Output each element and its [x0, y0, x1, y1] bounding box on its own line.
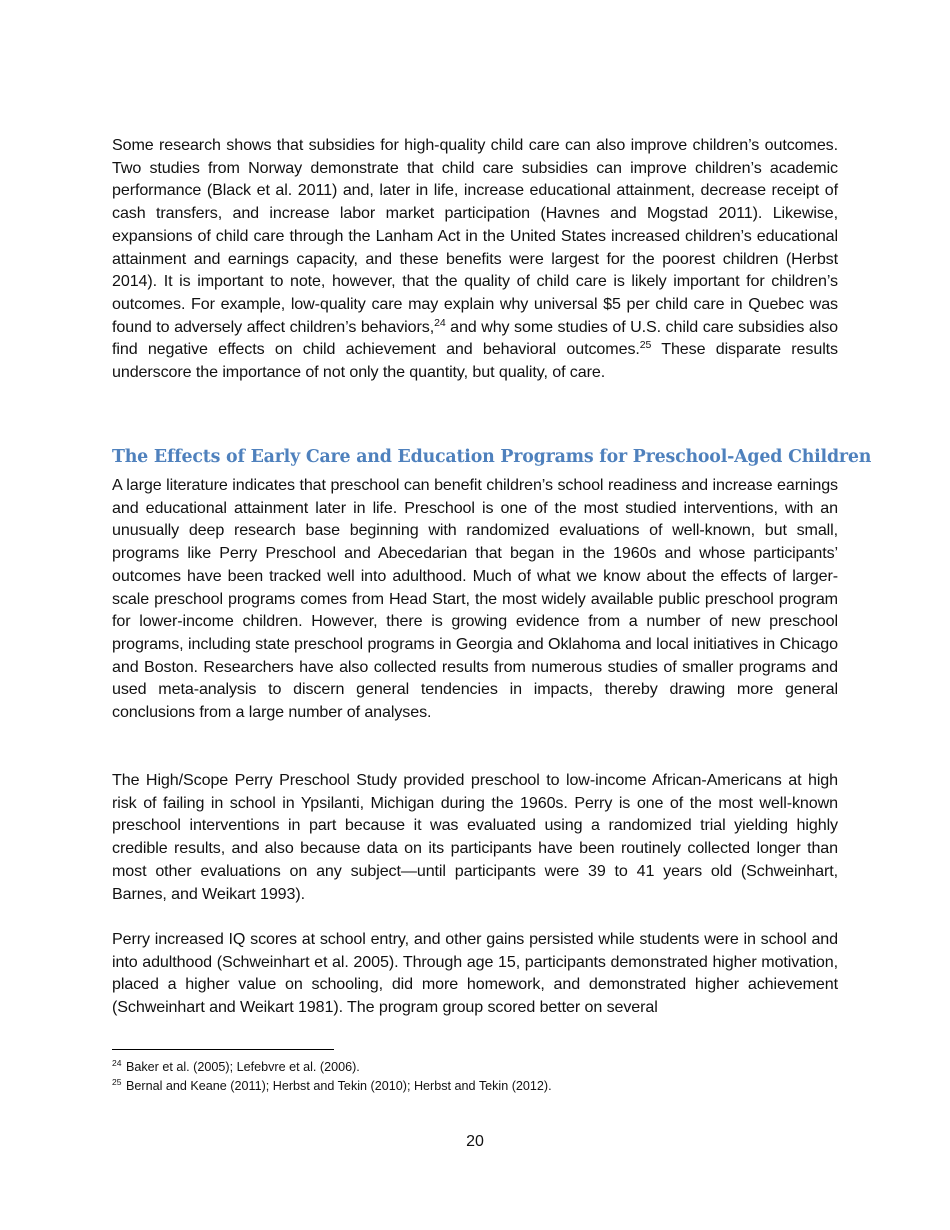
- footnotes: [112, 1058, 838, 1096]
- footnote-text: Bernal and Keane (2011); Herbst and Tekin (2010); Herbst and Tekin (2012).: [122, 1079, 552, 1093]
- paragraph-perry-preschool-study: The High/Scope Perry Preschool Study provided preschool to low-income African-Americans at high risk of failing in school in Ypsilanti, Michigan during the 1960s. Perry is one of the most well-known preschool interventions in part because it was evaluated using a randomized trial yielding highly credible results, and also because data on its participants have been routinely collected longer than most other evaluations on any subject—until participants were 39 to 41 years old (Schweinhart, Barnes, and Weikart 1993).: [112, 771, 838, 903]
- paragraph-preschool-literature: A large literature indicates that preschool can benefit children’s school readiness and increase earnings and educational attainment later in life. Preschool is one of the most studied interventions, with an unusually deep research base beginning with randomized evaluations of well-known, but small, programs like Perry Preschool and Abecedarian that began in the 1960s and whose participants’ outcomes have been tracked well into adulthood. Much of what we know about the effects of larger-scale preschool programs comes from Head Start, the most widely available public preschool program for lower-income children. However, there is growing evidence from a number of new preschool programs, including state preschool programs in Georgia and Oklahoma and local initiatives in Chicago and Boston. Researchers have also collected results from numerous studies of smaller programs and used meta-analysis to discern general tendencies in impacts, thereby drawing more general conclusions from a large number of analyses.: [112, 476, 838, 722]
- paragraph-child-care-subsidies: [112, 134, 838, 384]
- paragraph-1-text-b: and why some studies of U.S. child care subsidies also find negative effects on child achievement and behavioral outcomes.: [112, 317, 838, 359]
- footnote-text: Baker et al. (2005); Lefebvre et al. (2006).: [122, 1060, 360, 1074]
- footnote-separator: [112, 1049, 334, 1050]
- footnote-ref-25[interactable]: 25: [639, 339, 652, 352]
- paragraph-1-text-c: These disparate results underscore the importance of not only the quantity, but quality, of care.: [112, 340, 838, 382]
- page-number: 20: [466, 1133, 484, 1150]
- paragraph-1-text-a: Some research shows that subsidies for high-quality child care can also improve children’s outcomes. Two studies from Norway demonstrate that child care subsidies can improve children’s academic performance (Black et al. 2011) and, later in life, increase educational attainment, decrease receipt of cash transfers, and increase labor market participation (Havnes and Mogstad 2011). Likewise, expansions of child care through the Lanham Act in the United States increased children’s educational attainment and earnings capacity, and these benefits were largest for the poorest children (Herbst 2014). It is important to note, however, that the quality of child care is likely important for children’s outcomes. For example, low-quality care may explain why universal $5 per child care in Quebec was found to adversely affect children’s behaviors,: [112, 136, 838, 336]
- footnote-ref-24[interactable]: 24: [434, 316, 446, 329]
- footnote-25: [112, 1077, 838, 1096]
- paragraph-perry-outcomes: Perry increased IQ scores at school entry, and other gains persisted while students were in school and into adulthood (Schweinhart et al. 2005). Through age 15, participants demonstrated higher motivation, placed a higher value on schooling, did more homework, and demonstrated higher achievement (Schweinhart and Weikart 1981). The program group scored better on several: [112, 930, 838, 1017]
- footnote-marker: 25: [112, 1077, 122, 1087]
- footnote-marker: 24: [112, 1058, 122, 1068]
- footnote-24: [112, 1058, 838, 1077]
- section-heading: The Effects of Early Care and Education Programs for Preschool-Aged Children: [112, 447, 872, 467]
